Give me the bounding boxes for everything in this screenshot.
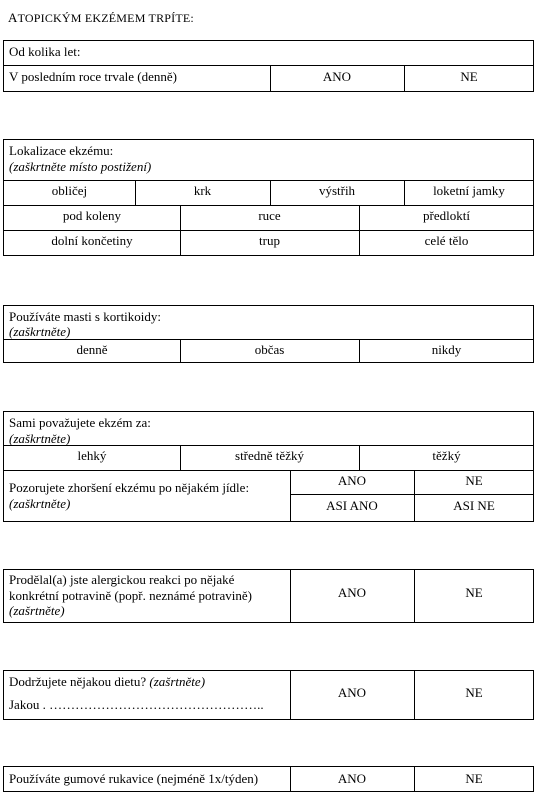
loc-neck[interactable]: krk	[193, 183, 212, 198]
food-yes[interactable]: ANO	[337, 473, 367, 488]
gloves-question: Používáte gumové rukavice (nejméně 1x/týden)	[9, 771, 259, 786]
onset-age-label: Od kolika let:	[9, 44, 81, 59]
food-hint: (zaškrtněte)	[9, 496, 71, 511]
allergy-yes[interactable]: ANO	[337, 585, 367, 600]
allergy-no[interactable]: NE	[465, 585, 483, 600]
gloves-no[interactable]: NE	[465, 771, 483, 786]
diet-no[interactable]: NE	[465, 685, 483, 700]
allergy-hint: (zašrtněte)	[9, 603, 65, 618]
food-question: Pozorujete zhoršení ekzému po nějakém jídle:	[9, 480, 250, 495]
loc-knee-pit[interactable]: pod koleny	[62, 208, 122, 223]
last-year-yes[interactable]: ANO	[322, 69, 352, 84]
diet-yes[interactable]: ANO	[337, 685, 367, 700]
last-year-label: V posledním roce trvale (denně)	[9, 69, 177, 84]
allergy-question-line1: Prodělal(a) jste alergickou reakci po nějaké	[9, 572, 235, 587]
food-maybe-yes[interactable]: ASI ANO	[326, 498, 378, 513]
form-heading	[8, 10, 194, 26]
section-allergic-reaction	[3, 569, 534, 623]
section-severity	[3, 411, 534, 522]
loc-hands[interactable]: ruce	[258, 208, 281, 223]
severity-severe[interactable]: těžký	[432, 448, 461, 463]
loc-face[interactable]: obličej	[51, 183, 88, 198]
gloves-yes[interactable]: ANO	[337, 771, 367, 786]
diet-question	[9, 674, 205, 690]
loc-lower-limbs[interactable]: dolní končetiny	[51, 233, 133, 248]
heading-initial: A	[8, 10, 18, 25]
section-location	[3, 139, 534, 256]
heading-rest: TOPICKÝM EKZÉMEM TRPÍTE:	[17, 11, 194, 25]
corticoids-daily[interactable]: denně	[76, 342, 108, 357]
corticoids-never[interactable]: nikdy	[431, 342, 462, 357]
diet-hint: (zašrtněte)	[149, 674, 206, 689]
food-maybe-no[interactable]: ASI NE	[453, 498, 495, 513]
severity-hint: (zaškrtněte)	[9, 431, 71, 446]
loc-elbow-pit[interactable]: loketní jamky	[433, 183, 505, 198]
loc-neckline[interactable]: výstřih	[318, 183, 356, 198]
last-year-no[interactable]: NE	[460, 69, 478, 84]
location-title: Lokalizace ekzému:	[9, 143, 114, 158]
diet-question-text: Dodržujete nějakou dietu?	[9, 674, 147, 689]
section-diet	[3, 670, 534, 720]
section-gloves	[3, 766, 534, 792]
severity-moderate[interactable]: středně těžký	[235, 448, 304, 463]
loc-forearm[interactable]: předloktí	[423, 208, 470, 223]
corticoids-title: Používáte masti s kortikoidy:	[9, 309, 162, 324]
severity-title: Sami považujete ekzém za:	[9, 415, 151, 430]
loc-whole-body[interactable]: celé tělo	[424, 233, 469, 248]
diet-which[interactable]: Jakou . …………………………………………..	[9, 697, 264, 712]
section-onset	[3, 40, 534, 92]
severity-mild[interactable]: lehký	[77, 448, 107, 463]
corticoids-sometimes[interactable]: občas	[254, 342, 285, 357]
section-corticoids	[3, 305, 534, 363]
allergy-question-line2: konkrétní potravině (popř. neznámé potravině)	[9, 588, 252, 603]
loc-torso[interactable]: trup	[259, 233, 280, 248]
location-hint: (zaškrtněte místo postižení)	[9, 159, 152, 174]
corticoids-hint: (zaškrtněte)	[9, 324, 71, 339]
food-no[interactable]: NE	[465, 473, 483, 488]
